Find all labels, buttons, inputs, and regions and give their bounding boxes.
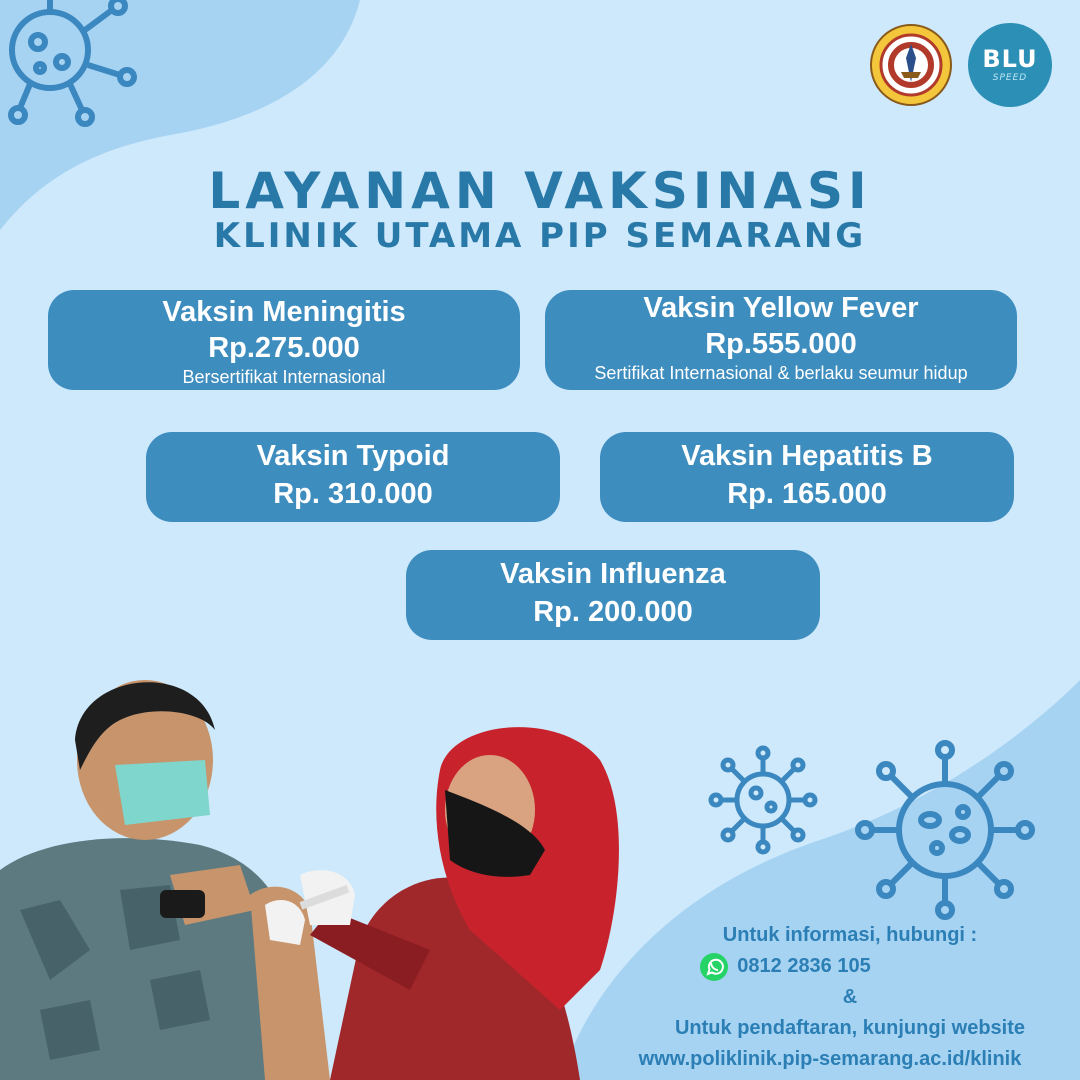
contact-info-label: Untuk informasi, hubungi : — [722, 924, 978, 946]
virus-icon-top-left — [0, 0, 150, 130]
blu-logo-text: BLU — [982, 45, 1038, 73]
logo-group — [868, 22, 1052, 108]
blu-logo-subtext: SPEED — [992, 73, 1028, 83]
vaccine-price: Rp. 165.000 — [727, 478, 887, 510]
vaccine-card-typoid — [146, 432, 560, 522]
contact-register-label: Untuk pendaftaran, kunjungi website — [674, 1017, 1026, 1039]
vaccination-photo — [0, 650, 640, 1080]
vaccine-name: Vaksin Influenza — [500, 558, 726, 590]
contact-phone-row — [490, 951, 1080, 982]
vaccine-price: Rp. 310.000 — [273, 478, 433, 510]
vaccine-card-yellow-fever — [545, 290, 1017, 390]
whatsapp-icon — [699, 952, 729, 982]
contact-and: & — [842, 986, 858, 1008]
virus-icon-small — [708, 745, 818, 855]
poster-title: LAYANAN VAKSINASI — [208, 162, 872, 220]
vaccine-card-hepatitis-b — [600, 432, 1014, 522]
vaccine-price: Rp. 200.000 — [533, 596, 693, 628]
vaccine-name: Vaksin Typoid — [256, 440, 450, 472]
vaccine-name: Vaksin Hepatitis B — [681, 440, 933, 472]
vaccine-card-influenza — [406, 550, 820, 640]
vaccine-note: Sertifikat Internasional & berlaku seumur hidup — [594, 363, 968, 383]
vaccine-note: Bersertifikat Internasional — [182, 367, 386, 387]
vaccine-price: Rp.275.000 — [208, 332, 360, 364]
vaccine-card-meningitis — [48, 290, 520, 390]
vaccine-price: Rp.555.000 — [705, 328, 857, 360]
virus-icon-large — [855, 740, 1035, 920]
contact-info — [620, 920, 1080, 1075]
contact-website-link[interactable]: www.poliklinik.pip-semarang.ac.id/klinik — [638, 1048, 1022, 1070]
poster-subtitle: KLINIK UTAMA PIP SEMARANG — [213, 216, 867, 256]
contact-phone-number[interactable]: 0812 2836 105 — [737, 955, 871, 977]
vaccine-name: Vaksin Meningitis — [162, 296, 406, 328]
vaccine-name: Vaksin Yellow Fever — [643, 292, 919, 324]
pip-semarang-emblem-icon — [868, 22, 954, 108]
blu-speed-logo — [968, 23, 1052, 107]
